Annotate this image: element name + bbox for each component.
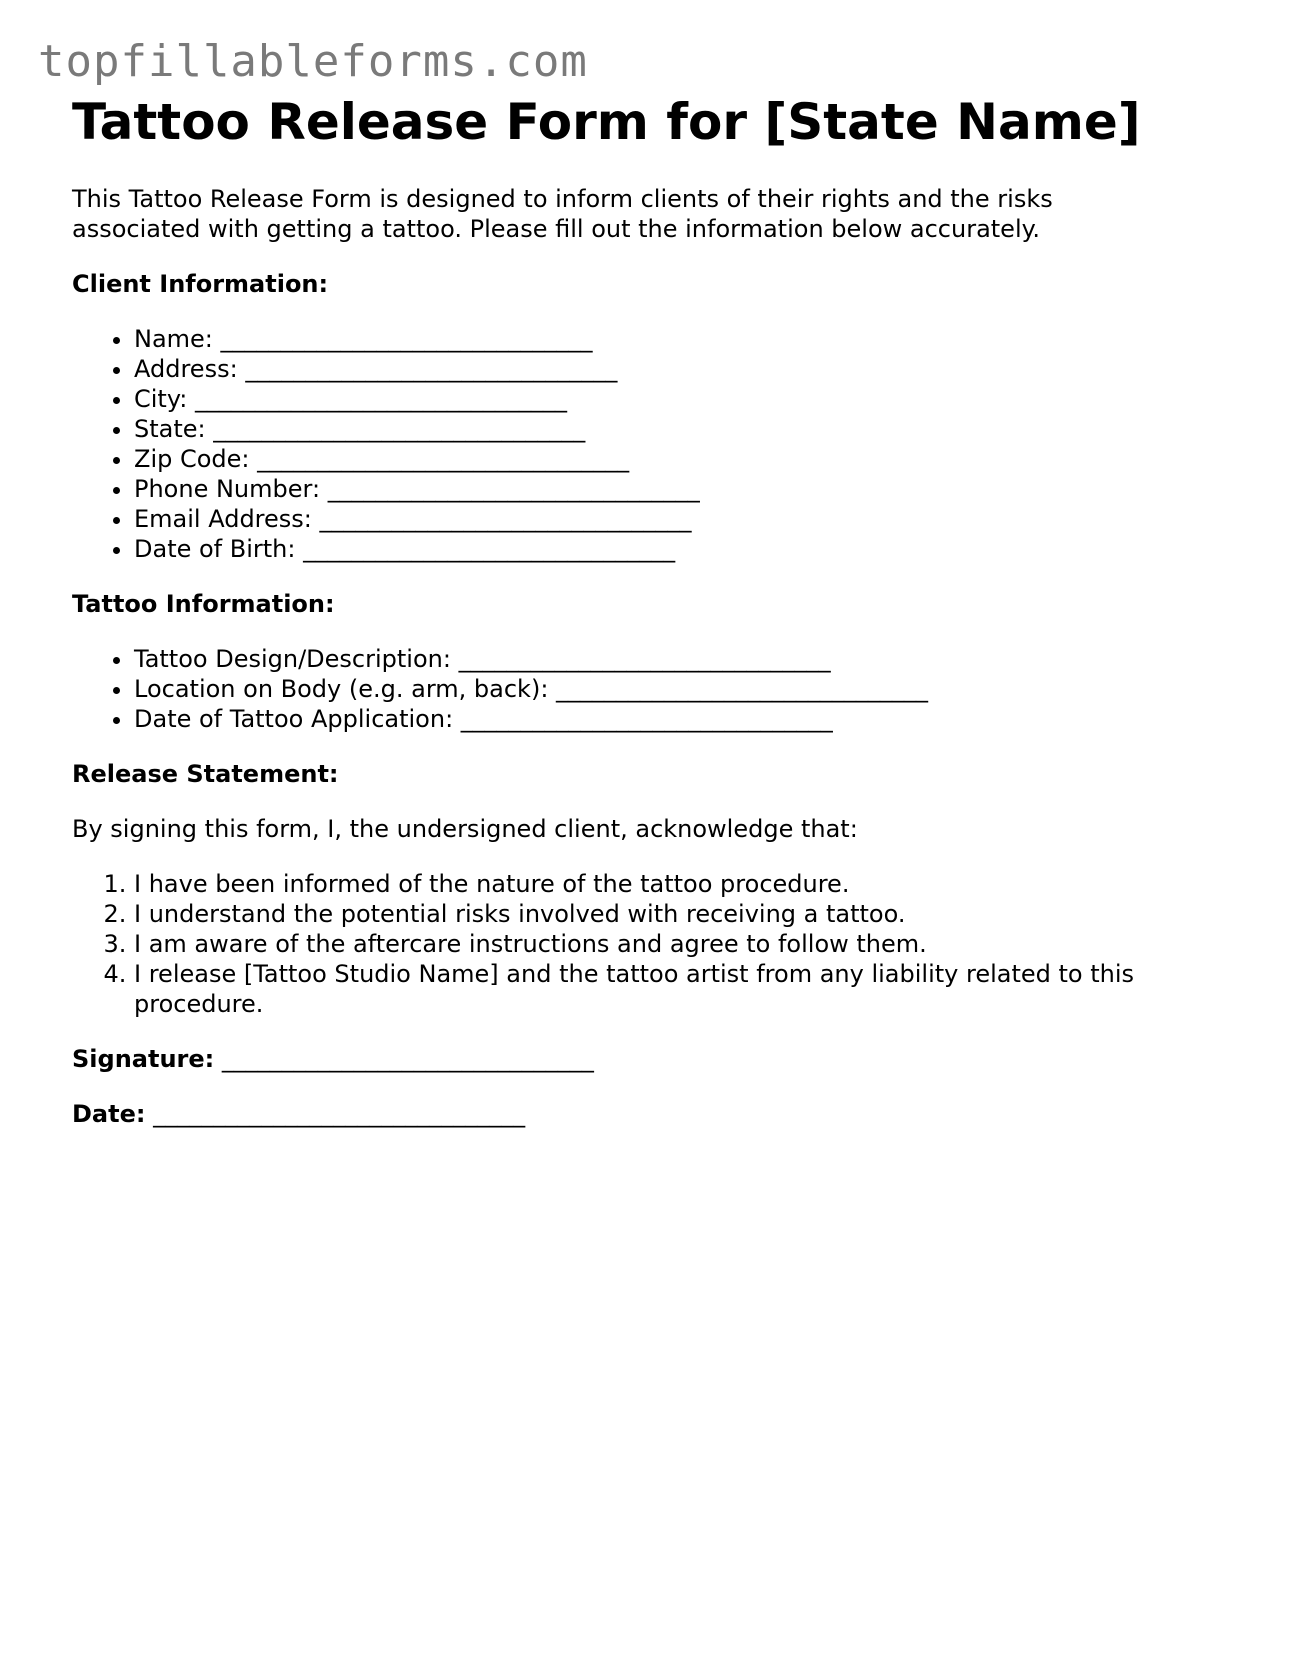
field-label: Date of Birth:: [134, 535, 296, 563]
fill-blank[interactable]: _______________________________: [213, 415, 586, 443]
fill-blank[interactable]: _______________________________: [195, 385, 568, 413]
field-address: [134, 354, 1232, 384]
fill-blank[interactable]: _______________________________: [460, 705, 833, 733]
field-label: Tattoo Design/Description:: [134, 645, 451, 673]
field-label: Location on Body (e.g. arm, back):: [134, 675, 549, 703]
fill-blank[interactable]: _______________________________: [458, 645, 831, 673]
field-label: City:: [134, 385, 188, 413]
tattoo-info-list: [72, 644, 1232, 734]
fill-blank[interactable]: _______________________________: [319, 505, 692, 533]
release-item: 2. I understand the potential risks involved with receiving a tattoo.: [134, 899, 1232, 929]
fill-blank[interactable]: _______________________________: [303, 535, 676, 563]
client-info-list: [72, 324, 1232, 564]
field-city: [134, 384, 1232, 414]
release-item: 1. I have been informed of the nature of the tattoo procedure.: [134, 869, 1232, 899]
field-label: Zip Code:: [134, 445, 250, 473]
field-label: Name:: [134, 325, 213, 353]
field-email-address: [134, 504, 1232, 534]
field-phone-number: [134, 474, 1232, 504]
date-blank[interactable]: _______________________________: [153, 1100, 526, 1128]
form-page: [72, 92, 1232, 1129]
fill-blank[interactable]: _______________________________: [327, 475, 700, 503]
field-label: Date of Tattoo Application:: [134, 705, 454, 733]
fill-blank[interactable]: _______________________________: [245, 355, 618, 383]
field-label: Address:: [134, 355, 238, 383]
signature-line: [72, 1044, 1232, 1074]
release-item: 4. I release [Tattoo Studio Name] and the tattoo artist from any liability related to this procedure.: [134, 959, 1232, 1019]
field-zip-code: [134, 444, 1232, 474]
release-item: 3. I am aware of the aftercare instructions and agree to follow them.: [134, 929, 1232, 959]
signature-label: Signature:: [72, 1045, 215, 1073]
fill-blank[interactable]: _______________________________: [257, 445, 630, 473]
field-date-of-birth: [134, 534, 1232, 564]
field-state: [134, 414, 1232, 444]
fill-blank[interactable]: _______________________________: [556, 675, 929, 703]
fill-blank[interactable]: _______________________________: [220, 325, 593, 353]
field-label: Email Address:: [134, 505, 312, 533]
release-list: [72, 869, 1232, 1019]
field-name: [134, 324, 1232, 354]
page-title: Tattoo Release Form for [State Name]: [72, 93, 1141, 151]
field-tattoo-location: [134, 674, 1232, 704]
release-statement-heading: Release Statement:: [72, 760, 339, 788]
field-tattoo-design: [134, 644, 1232, 674]
date-label: Date:: [72, 1100, 146, 1128]
field-tattoo-date: [134, 704, 1232, 734]
field-label: Phone Number:: [134, 475, 321, 503]
client-info-heading: Client Information:: [72, 270, 329, 298]
field-label: State:: [134, 415, 206, 443]
release-intro: By signing this form, I, the undersigned client, acknowledge that:: [72, 815, 858, 843]
tattoo-info-heading: Tattoo Information:: [72, 590, 335, 618]
date-line: [72, 1099, 1232, 1129]
watermark: topfillableforms.com: [38, 36, 588, 87]
intro-paragraph: This Tattoo Release Form is designed to inform clients of their rights and the risks associated with getting a tattoo. Please fill out the information below accurately.: [72, 185, 1053, 243]
signature-blank[interactable]: _______________________________: [221, 1045, 594, 1073]
